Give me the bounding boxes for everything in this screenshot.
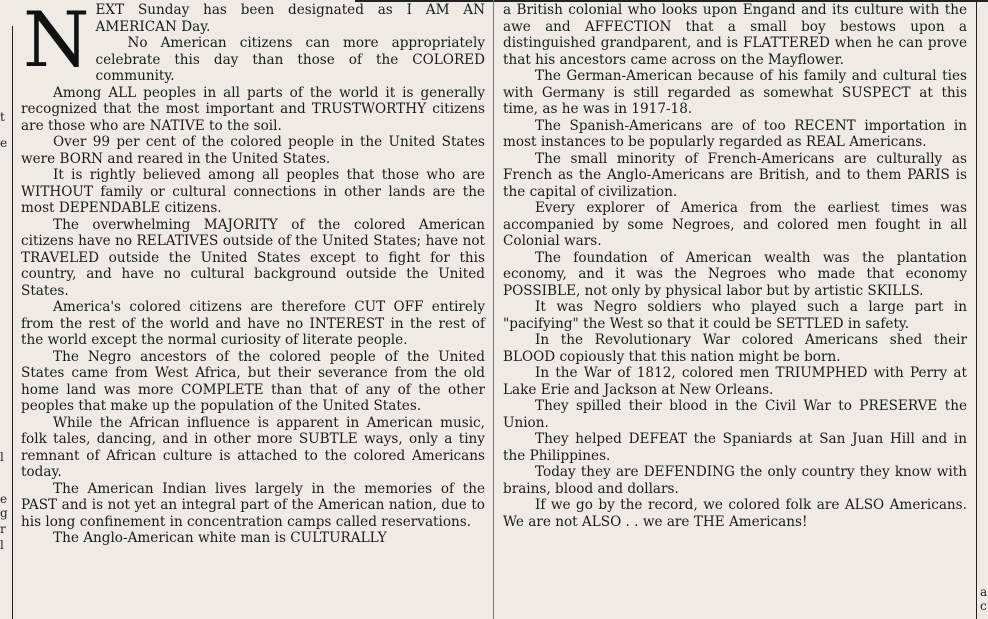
paragraph: Over 99 per cent of the colored people in the United States were BORN and reared in the United States. bbox=[21, 134, 485, 167]
paragraph: Every explorer of America from the earliest times was accompanied by some Negroes, and colored men fought in all Colonial wars. bbox=[503, 200, 967, 249]
paragraph: Among ALL peoples in all parts of the world it is generally recognized that the most important and TRUSTWORTHY citizens are those who are NATIVE to the soil. bbox=[21, 84, 485, 134]
right-column-rule bbox=[976, 0, 977, 619]
paragraph: EXT Sunday has been designated as I AM AN AMERICAN Day. bbox=[95, 2, 485, 35]
paragraph: It was Negro soldiers who played such a large part in "pacifying" the West so that it could be SETTLED in safety. bbox=[503, 299, 967, 332]
paragraph: In the War of 1812, colored men TRIUMPHED with Perry at Lake Erie and Jackson at New Orleans. bbox=[503, 365, 967, 398]
paragraph: In the Revolutionary War colored Americans shed their BLOOD copiously that this nation might be born. bbox=[503, 332, 967, 365]
center-column-rule bbox=[493, 0, 494, 619]
paragraph: It is rightly believed among all peoples that those who are WITHOUT family or cultural connections in other lands are the most DEPENDABLE citizens. bbox=[21, 167, 485, 216]
paragraph: The foundation of American wealth was the plantation economy, and it was the Negroes who made that economy POSSIBLE, not only by physical labor but by artistic SKILLS. bbox=[503, 249, 967, 299]
paragraph: While the African influence is apparent in American music, folk tales, dancing, and in other more SUBTLE ways, only a tiny remnant of African culture is attached to the colored Americans today. bbox=[21, 414, 485, 480]
paragraph: The Anglo-American white man is CULTURALLY bbox=[53, 530, 387, 546]
paragraph: They spilled their blood in the Civil War to PRESERVE the Union. bbox=[503, 398, 967, 431]
paragraph: a British colonial who looks upon Engand and its culture with the awe and AFFECTION that a small boy bestows upon a distinguished grandparent, and is FLATTERED when he can prove that his ancestors came across on the Mayflower. bbox=[503, 2, 967, 68]
paragraph: The American Indian lives largely in the memories of the PAST and is not yet an integral part of the American nation, due to his long confinement in concentration camps called reservations. bbox=[21, 480, 485, 530]
left-column-rule bbox=[12, 26, 13, 619]
paragraph: America's colored citizens are therefore CUT OFF entirely from the rest of the world and have no INTEREST in the rest of the world except the normal curiosity of literate people. bbox=[21, 299, 485, 348]
paragraph: No American citizens can more appropriately celebrate this day than those of the COLORED community. bbox=[95, 35, 485, 84]
paragraph: The Spanish-Americans are of too RECENT importation in most instances to be popularly regarded as REAL Americans. bbox=[503, 117, 967, 150]
drop-cap: N bbox=[23, 0, 90, 84]
left-margin-fragments: t e l e g r l bbox=[0, 110, 8, 552]
paragraph: The Negro ancestors of the colored people of the United States came from West Africa, but their severance from the old home land was more COMPLETE than that of any of the other peoples that make up the population of the United States. bbox=[21, 348, 485, 414]
paragraph: The German-American because of his family and cultural ties with Germany is still regarded as somewhat SUSPECT at this time, as he was in 1917-18. bbox=[503, 68, 967, 117]
article-column-1 bbox=[21, 2, 485, 547]
paragraph: If we go by the record, we colored folk are ALSO Americans. We are not ALSO . . we are THE Americans! bbox=[503, 497, 967, 530]
paragraph: They helped DEFEAT the Spaniards at San Juan Hill and in the Philippines. bbox=[503, 431, 967, 464]
right-margin-fragments: a c bbox=[980, 585, 988, 613]
paragraph: The overwhelming MAJORITY of the colored American citizens have no RELATIVES outside of the United States; have not TRAVELED outside the United States except to fight for this country, and have no cultural background outside the United States. bbox=[21, 216, 485, 299]
paragraph: The small minority of French-Americans are culturally as French as the Anglo-Americans are British, and to them PARIS is the capital of civilization. bbox=[503, 150, 967, 200]
article-column-2 bbox=[503, 2, 967, 530]
paragraph: Today they are DEFENDING the only country they know with brains, blood and dollars. bbox=[503, 464, 967, 497]
